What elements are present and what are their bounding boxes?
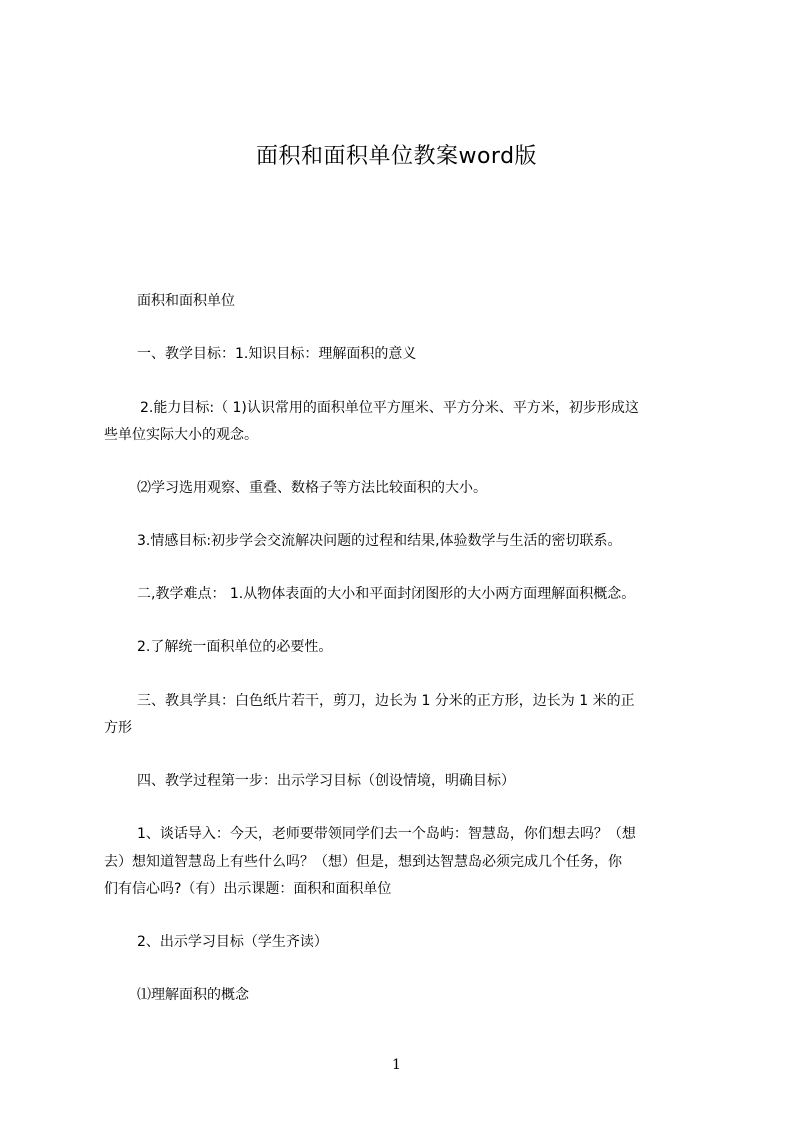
paragraph-ability-line1: 2.能力目标:（ 1)认识常用的面积单位平方厘米、平方分米、平方米，初步形成这 [140, 400, 639, 416]
paragraph-emotion: 3.情感目标:初步学会交流解决问题的过程和结果,体验数学与生活的密切联系。 [137, 533, 622, 549]
paragraph-objectives: 一、教学目标：1.知识目标：理解面积的意义 [137, 346, 417, 362]
paragraph-ability-line2: 些单位实际大小的观念。 [104, 427, 258, 443]
paragraph-intro-line2: 去）想知道智慧岛上有些什么吗？（想）但是，想到达智慧岛必须完成几个任务，你 [104, 854, 622, 870]
document-title: 面积和面积单位教案word版 [255, 144, 538, 169]
paragraph-intro-line3: 们有信心吗?（有）出示课题：面积和面积单位 [104, 881, 392, 897]
paragraph-process: 四、教学过程第一步：出示学习目标（创设情境，明确目标） [137, 773, 515, 789]
paragraph-heading: 面积和面积单位 [137, 293, 235, 309]
paragraph-method: ⑵学习选用观察、重叠、数格子等方法比较面积的大小。 [137, 480, 487, 496]
paragraph-tools-line1: 三、教具学具：白色纸片若干，剪刀，边长为 1 分米的正方形，边长为 1 米的正 [137, 693, 635, 709]
page-number: 1 [392, 1057, 401, 1073]
paragraph-necessity: 2.了解统一面积单位的必要性。 [137, 639, 333, 655]
paragraph-goals: 2、出示学习目标（学生齐读） [137, 934, 328, 950]
paragraph-difficulty: 二,教学难点： 1.从物体表面的大小和平面封闭图形的大小两方面理解面积概念。 [137, 586, 636, 602]
paragraph-intro-line1: 1、谈话导入：今天，老师要带领同学们去一个岛屿：智慧岛，你们想去吗？（想 [137, 826, 636, 842]
paragraph-concept: ⑴理解面积的概念 [137, 987, 249, 1003]
paragraph-tools-line2: 方形 [104, 720, 132, 736]
